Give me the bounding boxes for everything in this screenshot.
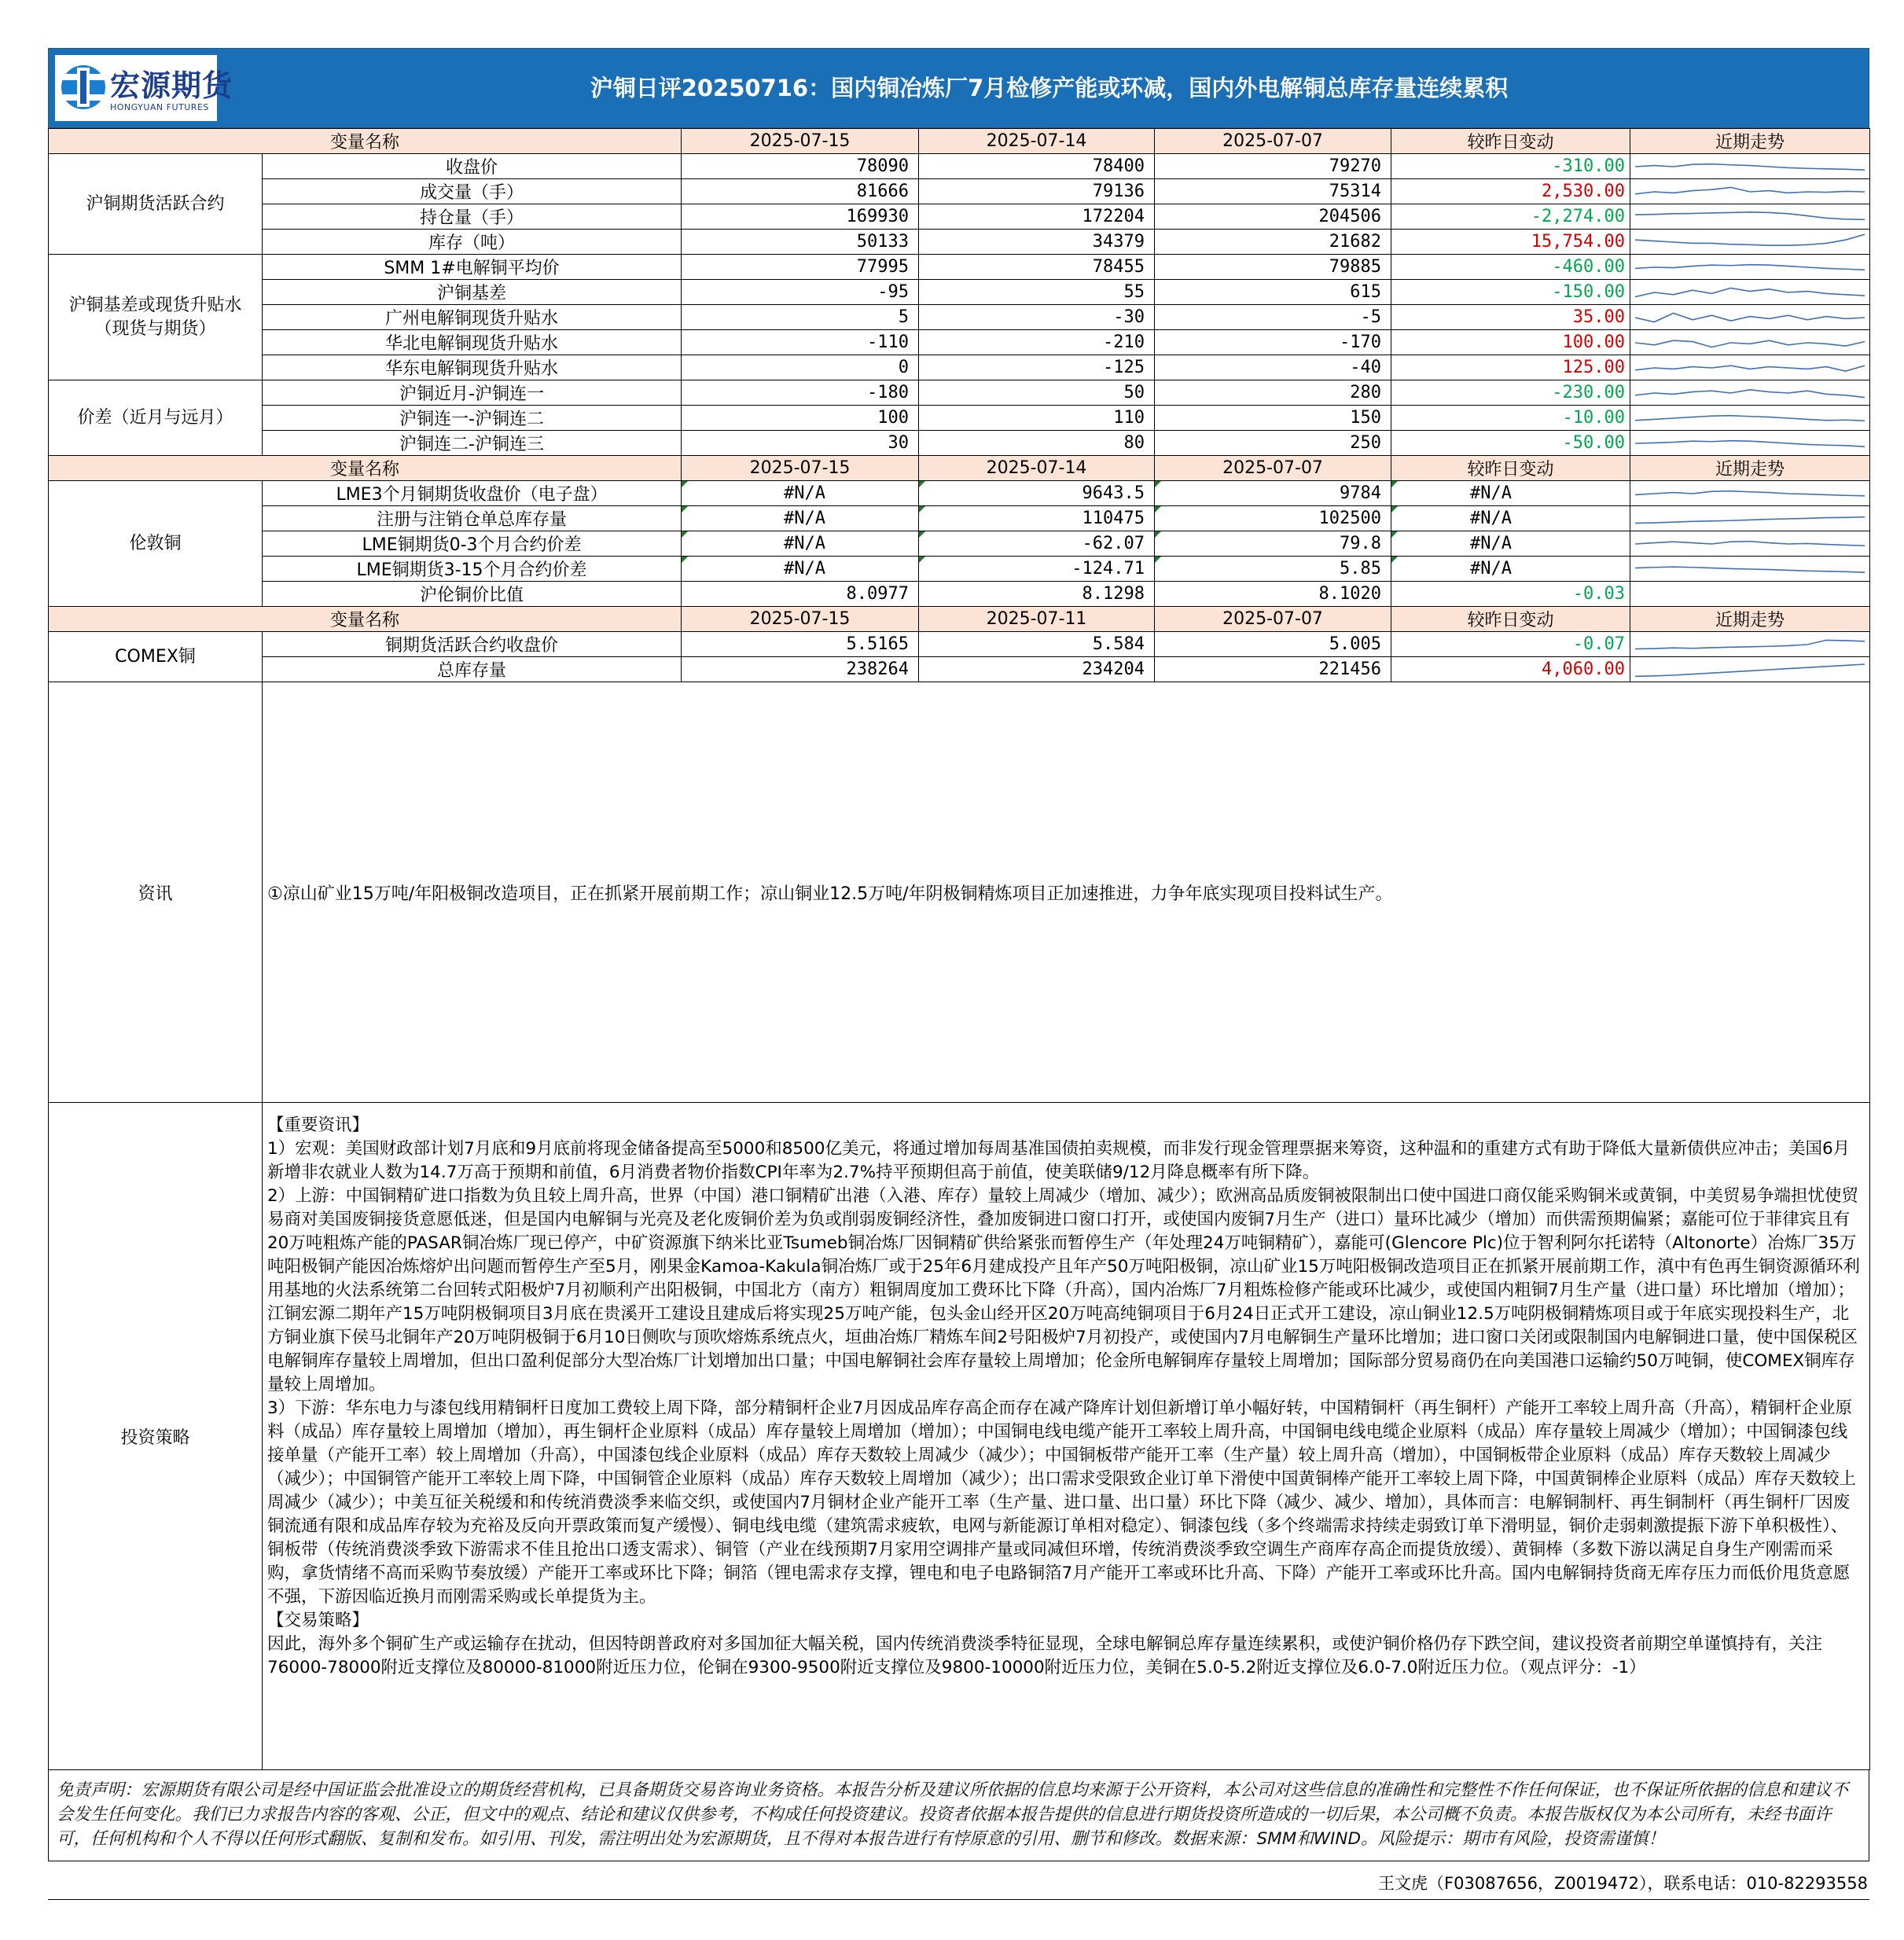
trend-sparkline <box>1630 255 1870 280</box>
change-value: 2,530.00 <box>1391 179 1630 204</box>
value-date-1: 169930 <box>682 204 919 230</box>
value-date-1: 5.5165 <box>682 632 919 657</box>
change-value: -50.00 <box>1391 431 1630 456</box>
change-value: -0.03 <box>1391 582 1630 607</box>
header-name: 变量名称 <box>49 607 682 632</box>
value-date-3: 79.8 <box>1155 531 1391 557</box>
value-date-2: 34379 <box>919 230 1155 255</box>
trend-sparkline <box>1630 557 1870 582</box>
value-date-2: 110 <box>919 406 1155 431</box>
value-date-3: 5.85 <box>1155 557 1391 582</box>
change-value: 4,060.00 <box>1391 657 1630 682</box>
sparkline-line <box>1635 366 1865 371</box>
value-date-3: 204506 <box>1155 204 1391 230</box>
value-date-3: 5.005 <box>1155 632 1391 657</box>
value-date-3: 221456 <box>1155 657 1391 682</box>
header-name: 变量名称 <box>49 456 682 481</box>
sparkline-line <box>1635 234 1865 245</box>
sparkline-chart <box>1635 281 1865 303</box>
sparkline-line <box>1635 491 1865 495</box>
strategy-paragraph: 因此，海外多个铜矿生产或运输存在扰动，但因特朗普政府对多国加征大幅关税，国内传统消费淡季特征显现，全球电解铜总库存量连续累积，或使沪铜价格仍存下跌空间，建议投资者前期空单谨慎持有，关注76000-78000附近支撑位及80000-81000附近压力位，伦铜在9300-9500附近支撑位及9800-10000附近压力位，美铜在5.0-5.2附近支撑位及6.0-7.0附近压力位。（观点评分：-1） <box>267 1634 1823 1677</box>
header-trend: 近期走势 <box>1630 129 1870 154</box>
value-date-1: -110 <box>682 330 919 355</box>
trend-sparkline <box>1630 632 1870 657</box>
value-date-1: -95 <box>682 280 919 305</box>
value-date-3: 79270 <box>1155 154 1391 179</box>
change-value: -460.00 <box>1391 255 1630 280</box>
trend-sparkline <box>1630 179 1870 204</box>
header-trend: 近期走势 <box>1630 607 1870 632</box>
value-date-2: 234204 <box>919 657 1155 682</box>
value-date-2: 8.1298 <box>919 582 1155 607</box>
row-name: LME铜期货0-3个月合约价差 <box>263 531 682 557</box>
row-name: 沪铜连二-沪铜连三 <box>263 431 682 456</box>
value-date-2: -210 <box>919 330 1155 355</box>
change-value: 35.00 <box>1391 305 1630 330</box>
header-date-3: 2025-07-07 <box>1155 607 1391 632</box>
row-name: 总库存量 <box>263 657 682 682</box>
sparkline-chart <box>1635 357 1865 379</box>
value-date-1: #N/A <box>682 506 919 531</box>
sparkline-line <box>1635 541 1865 546</box>
value-date-1: #N/A <box>682 481 919 506</box>
strategy-text <box>263 1103 1870 1770</box>
value-date-3: -40 <box>1155 355 1391 380</box>
value-date-1: 238264 <box>682 657 919 682</box>
table-row <box>49 204 1870 230</box>
logo-chinese-name: 宏源期货 <box>110 68 233 103</box>
analyst-contact: 王文虎（F03087656，Z0019472），联系电话：010-82293558 <box>48 1861 1869 1900</box>
value-date-2: 78400 <box>919 154 1155 179</box>
value-date-2: 80 <box>919 431 1155 456</box>
table-header-row <box>49 129 1870 154</box>
change-value: 100.00 <box>1391 330 1630 355</box>
trend-sparkline <box>1630 330 1870 355</box>
header-change: 较昨日变动 <box>1391 456 1630 481</box>
header-date-1: 2025-07-15 <box>682 129 919 154</box>
value-date-3: 150 <box>1155 406 1391 431</box>
value-date-3: -5 <box>1155 305 1391 330</box>
value-date-3: 9784 <box>1155 481 1391 506</box>
value-date-3: 8.1020 <box>1155 582 1391 607</box>
sparkline-chart <box>1635 307 1865 329</box>
trend-sparkline <box>1630 582 1870 607</box>
table-row <box>49 657 1870 682</box>
row-name: 广州电解铜现货升贴水 <box>263 305 682 330</box>
row-name: 沪铜基差 <box>263 280 682 305</box>
sparkline-chart <box>1635 206 1865 228</box>
row-name: 华北电解铜现货升贴水 <box>263 330 682 355</box>
header-date-3: 2025-07-07 <box>1155 456 1391 481</box>
table-row <box>49 406 1870 431</box>
change-value: -310.00 <box>1391 154 1630 179</box>
strategy-paragraph: 2）上游：中国铜精矿进口指数为负且较上周升高，世界（中国）港口铜精矿出港（入港、库存）量较上周减少（增加、减少）；欧洲高品质废铜被限制出口使中国进口商仅能采购铜米或黄铜，中美贸易争端担忧使贸易商对美国废铜接货意愿低迷，但是国内电解铜与光亮及老化废铜价差为负或削弱废铜经济性，叠加废铜进口窗口打开，或使国内废铜7月生产（进口）量环比减少（增加）而供需预期偏紧；嘉能可位于菲律宾且有20万吨粗炼产能的PASAR铜冶炼厂现已停产，中矿资源旗下纳米比亚Tsumeb铜冶炼厂因铜精矿供给紧张而暂停生产（年处理24万吨铜精矿），嘉能可(Glencore Plc)位于智利阿尔托诺特（Altonorte）冶炼厂35万吨阳极铜产能因冶炼熔炉出问题而暂停生产至5月，刚果金Kamoa-Kakula铜冶炼厂或于25年6月建成投产且年产50万吨阳极铜，凉山矿业15万吨阳极铜改造项目正在抓紧开展前期工作，滇中有色再生铜资源循环利用基地的火法系统第二台回转式阳极炉7月初顺利产出阳极铜，中国北方（南方）粗铜周度加工费环比下降（升高），国内冶炼厂7月粗炼检修产能或环比减少，或使国内粗铜7月生产量（进口量）环比增加（增加）；江铜宏源二期年产15万吨阴极铜项目3月底在贵溪开工建设且建成后将实现25万吨产能，包头金山经开区20万吨高纯铜项目于6月24日正式开工建设，凉山铜业12.5万吨阴极铜精炼项目或于年底实现投料生产，北方铜业旗下侯马北铜年产20万吨阴极铜于6月10日侧吹与顶吹熔炼系统点火，垣曲冶炼厂精炼车间2号阳极炉7月初投产，或使国内7月电解铜生产量环比增加；进口窗口关闭或限制国内电解铜进口量，使中国保税区电解铜库存量较上周增加，但出口盈利促部分大型冶炼厂计划增加出口量；中国电解铜社会库存量较上周增加；伦金所电解铜库存量较上周增加；国际部分贸易商仍在向美国港口运输约50万吨铜，使COMEX铜库存量较上周增加。 <box>267 1186 1860 1394</box>
value-date-3: 79885 <box>1155 255 1391 280</box>
sparkline-chart <box>1635 256 1865 278</box>
row-name: 沪铜连一-沪铜连二 <box>263 406 682 431</box>
header-date-2: 2025-07-14 <box>919 129 1155 154</box>
table-header-row <box>49 607 1870 632</box>
value-date-2: 110475 <box>919 506 1155 531</box>
trend-sparkline <box>1630 481 1870 506</box>
row-name: 持仓量（手） <box>263 204 682 230</box>
row-name: 收盘价 <box>263 154 682 179</box>
group-label: 价差（近月与远月） <box>49 380 263 456</box>
sparkline-line <box>1635 415 1865 421</box>
sparkline-chart <box>1635 231 1865 253</box>
disclaimer: 免责声明：宏源期货有限公司是经中国证监会批准设立的期货经营机构，已具备期货交易咨询业务资格。本报告分析及建议所依据的信息均来源于公开资料，本公司对这些信息的准确性和完整性不作任何保证，也不保证所依据的信息和建议不会发生任何变化。我们已力求报告内容的客观、公正，但文中的观点、结论和建议仅供参考，不构成任何投资建议。投资者依据本报告提供的信息进行期货投资所造成的一切后果，本公司概不负责。本报告版权仅为本公司所有，未经书面许可，任何机构和个人不得以任何形式翻版、复制和发布。如引用、刊发，需注明出处为宏源期货，且不得对本报告进行有悖原意的引用、删节和修改。数据来源：SMM和WIND。风险提示：期市有风险，投资需谨慎！ <box>48 1770 1869 1861</box>
trend-sparkline <box>1630 280 1870 305</box>
trend-sparkline <box>1630 531 1870 557</box>
value-date-3: 280 <box>1155 380 1391 406</box>
group-label: 沪铜期货活跃合约 <box>49 154 263 255</box>
sparkline-chart <box>1635 533 1865 555</box>
strategy-paragraph: 【交易策略】 <box>267 1611 369 1630</box>
strategy-row <box>49 1103 1870 1770</box>
value-date-3: -170 <box>1155 330 1391 355</box>
row-name: LME3个月铜期货收盘价（电子盘） <box>263 481 682 506</box>
row-name: 铜期货活跃合约收盘价 <box>263 632 682 657</box>
value-date-2: -124.71 <box>919 557 1155 582</box>
value-date-2: 172204 <box>919 204 1155 230</box>
info-text: ①凉山矿业15万吨/年阳极铜改造项目，正在抓紧开展前期工作；凉山铜业12.5万吨/年阴极铜精炼项目正加速推进，力争年底实现项目投料试生产。 <box>263 682 1870 1103</box>
sparkline-chart <box>1635 407 1865 429</box>
value-date-2: 79136 <box>919 179 1155 204</box>
header-change: 较昨日变动 <box>1391 129 1630 154</box>
sparkline-line <box>1635 389 1865 397</box>
trend-sparkline <box>1630 506 1870 531</box>
value-date-3: 75314 <box>1155 179 1391 204</box>
trend-sparkline <box>1630 204 1870 230</box>
table-row <box>49 506 1870 531</box>
sparkline-chart <box>1635 332 1865 354</box>
value-date-2: -62.07 <box>919 531 1155 557</box>
header-date-1: 2025-07-15 <box>682 456 919 481</box>
trend-sparkline <box>1630 154 1870 179</box>
sparkline-line <box>1635 567 1865 572</box>
value-date-2: -30 <box>919 305 1155 330</box>
strategy-label: 投资策略 <box>49 1103 263 1770</box>
change-value: -0.07 <box>1391 632 1630 657</box>
sparkline-line <box>1635 640 1865 649</box>
logo-english-name: HONGYUAN FUTURES <box>110 102 209 112</box>
sparkline-line <box>1635 516 1865 523</box>
sparkline-line <box>1635 664 1865 676</box>
value-date-1: 5 <box>682 305 919 330</box>
value-date-3: 615 <box>1155 280 1391 305</box>
trend-sparkline <box>1630 230 1870 255</box>
change-value: 15,754.00 <box>1391 230 1630 255</box>
change-value: #N/A <box>1391 557 1630 582</box>
sparkline-chart <box>1635 659 1865 681</box>
table-row <box>49 431 1870 456</box>
change-value: -10.00 <box>1391 406 1630 431</box>
table-row <box>49 557 1870 582</box>
trend-sparkline <box>1630 355 1870 380</box>
row-name: 注册与注销仓单总库存量 <box>263 506 682 531</box>
header-change: 较昨日变动 <box>1391 607 1630 632</box>
row-name: LME铜期货3-15个月合约价差 <box>263 557 682 582</box>
sparkline-line <box>1635 211 1865 219</box>
value-date-1: -180 <box>682 380 919 406</box>
change-value: #N/A <box>1391 506 1630 531</box>
sparkline-chart <box>1635 558 1865 580</box>
strategy-paragraph: 1）宏观：美国财政部计划7月底和9月底前将现金储备提高至5000和8500亿美元，将通过增加每周基准国债拍卖规模，而非发行现金管理票据来筹资，这种温和的重建方式有助于降低大量新债供应冲击；美国6月新增非农就业人数为14.7万高于预期和前值，6月消费者物价指数CPI年率为2.7%持平预期但高于前值，使美联储9/12月降息概率有所下降。 <box>267 1139 1851 1182</box>
sparkline-chart <box>1635 382 1865 404</box>
table-row <box>49 531 1870 557</box>
header-date-1: 2025-07-15 <box>682 607 919 632</box>
strategy-paragraph: 【重要资讯】 <box>267 1115 369 1135</box>
change-value: 125.00 <box>1391 355 1630 380</box>
value-date-1: 100 <box>682 406 919 431</box>
header-date-2: 2025-07-11 <box>919 607 1155 632</box>
table-row <box>49 632 1870 657</box>
table-row <box>49 380 1870 406</box>
sparkline-line <box>1635 440 1865 446</box>
change-value: -230.00 <box>1391 380 1630 406</box>
value-date-1: #N/A <box>682 531 919 557</box>
sparkline-line <box>1635 264 1865 270</box>
row-name: 库存（吨） <box>263 230 682 255</box>
sparkline-chart <box>1635 634 1865 656</box>
sparkline-chart <box>1635 508 1865 530</box>
report-sheet <box>48 48 1869 1900</box>
value-date-2: 5.584 <box>919 632 1155 657</box>
table-row <box>49 154 1870 179</box>
row-name: 华东电解铜现货升贴水 <box>263 355 682 380</box>
table-row <box>49 305 1870 330</box>
trend-sparkline <box>1630 406 1870 431</box>
row-name: 沪伦铜价比值 <box>263 582 682 607</box>
table-row <box>49 330 1870 355</box>
trend-sparkline <box>1630 380 1870 406</box>
group-label: 沪铜基差或现货升贴水（现货与期货） <box>49 255 263 380</box>
value-date-1: 81666 <box>682 179 919 204</box>
row-name: SMM 1#电解铜平均价 <box>263 255 682 280</box>
trend-sparkline <box>1630 657 1870 682</box>
info-row <box>49 682 1870 1103</box>
strategy-paragraph: 3）下游：华东电力与漆包线用精铜杆日度加工费较上周下降，部分精铜杆企业7月因成品库存高企而存在减产降库计划但新增订单小幅好转，中国精铜杆（再生铜杆）产能开工率较上周升高（升高），精铜杆企业原料（成品）库存量较上周增加（增加），再生铜杆企业原料（成品）库存量较上周增加（增加）；中国铜电线电缆产能开工率较上周升高，中国铜电线电缆企业原料（成品）库存量较上周减少（增加）；中国铜漆包线接单量（产能开工率）较上周增加（升高），中国漆包线企业原料（成品）库存天数较上周减少（减少）；中国铜板带产能开工率（生产量）较上周升高（增加），中国铜板带企业原料（成品）库存天数较上周减少（减少）；中国铜管产能开工率较上周下降，中国铜管企业原料（成品）库存天数较上周增加（减少）；出口需求受限致企业订单下滑使中国黄铜棒产能开工率较上周下降，中国黄铜棒企业原料（成品）库存天数较上周减少（减少）；中美互征关税缓和和传统消费淡季来临交织，或使国内7月铜材企业产能开工率（生产量、进口量、出口量）环比下降（减少、减少、增加），具体而言：电解铜制杆、再生铜制杆（再生铜杆厂因废铜流通有限和成品库存较为充裕及反向开票政策而复产缓慢）、铜电线电缆（建筑需求疲软，电网与新能源订单相对稳定）、铜漆包线（多个终端需求持续走弱致订单下滑明显，铜价走弱刺激提振下游下单积极性）、铜板带（传统消费淡季致下游需求不佳且抢出口透支需求）、铜管（产业在线预期7月家用空调排产量或同减但环增，传统消费淡季致空调生产商库存高企而提货放缓）、黄铜棒（多数下游以满足自身生产刚需而采购，拿货情绪不高而采购节奏放缓）产能开工率或环比下降；铜箔（锂电需求存支撑，锂电和电子电路铜箔7月产能开工率或环比升高、下降）产能开工率或环比升高。国内电解铜持货商无库存压力而低价甩货意愿不强，下游因临近换月而刚需采购或长单提货为主。 <box>267 1398 1857 1607</box>
table-row <box>49 230 1870 255</box>
sparkline-line <box>1635 288 1865 296</box>
logo-mark-icon <box>60 60 107 115</box>
header-date-3: 2025-07-07 <box>1155 129 1391 154</box>
header-name: 变量名称 <box>49 129 682 154</box>
value-date-1: 30 <box>682 431 919 456</box>
sparkline-line <box>1635 187 1865 193</box>
row-name: 沪铜近月-沪铜连一 <box>263 380 682 406</box>
row-name: 成交量（手） <box>263 179 682 204</box>
sparkline-line <box>1635 313 1865 321</box>
report-title: 沪铜日评20250716：国内铜冶炼厂7月检修产能或环减，国内外电解铜总库存量连续累积 <box>590 75 1509 101</box>
value-date-1: 77995 <box>682 255 919 280</box>
change-value: #N/A <box>1391 531 1630 557</box>
value-date-1: #N/A <box>682 557 919 582</box>
value-date-1: 8.0977 <box>682 582 919 607</box>
trend-sparkline <box>1630 305 1870 330</box>
value-date-2: -125 <box>919 355 1155 380</box>
sparkline-chart <box>1635 432 1865 454</box>
change-value: #N/A <box>1391 481 1630 506</box>
value-date-2: 50 <box>919 380 1155 406</box>
sparkline-chart <box>1635 181 1865 203</box>
trend-sparkline <box>1630 431 1870 456</box>
table-row <box>49 255 1870 280</box>
table-header-row <box>49 456 1870 481</box>
value-date-1: 0 <box>682 355 919 380</box>
report-banner <box>48 48 1869 128</box>
sparkline-chart <box>1635 156 1865 178</box>
sparkline-line <box>1635 340 1865 347</box>
table-row <box>49 481 1870 506</box>
table-row <box>49 179 1870 204</box>
value-date-2: 9643.5 <box>919 481 1155 506</box>
change-value: -2,274.00 <box>1391 204 1630 230</box>
sparkline-line <box>1635 164 1865 170</box>
value-date-3: 21682 <box>1155 230 1391 255</box>
value-date-1: 50133 <box>682 230 919 255</box>
table-row <box>49 355 1870 380</box>
value-date-3: 102500 <box>1155 506 1391 531</box>
header-trend: 近期走势 <box>1630 456 1870 481</box>
value-date-3: 250 <box>1155 431 1391 456</box>
info-label: 资讯 <box>49 682 263 1103</box>
value-date-2: 78455 <box>919 255 1155 280</box>
group-label: 伦敦铜 <box>49 481 263 607</box>
header-date-2: 2025-07-14 <box>919 456 1155 481</box>
value-date-2: 55 <box>919 280 1155 305</box>
table-row <box>49 582 1870 607</box>
sparkline-chart <box>1635 483 1865 505</box>
change-value: -150.00 <box>1391 280 1630 305</box>
value-date-1: 78090 <box>682 154 919 179</box>
company-logo <box>55 55 233 121</box>
group-label: COMEX铜 <box>49 632 263 682</box>
data-table <box>48 128 1870 1770</box>
table-row <box>49 280 1870 305</box>
